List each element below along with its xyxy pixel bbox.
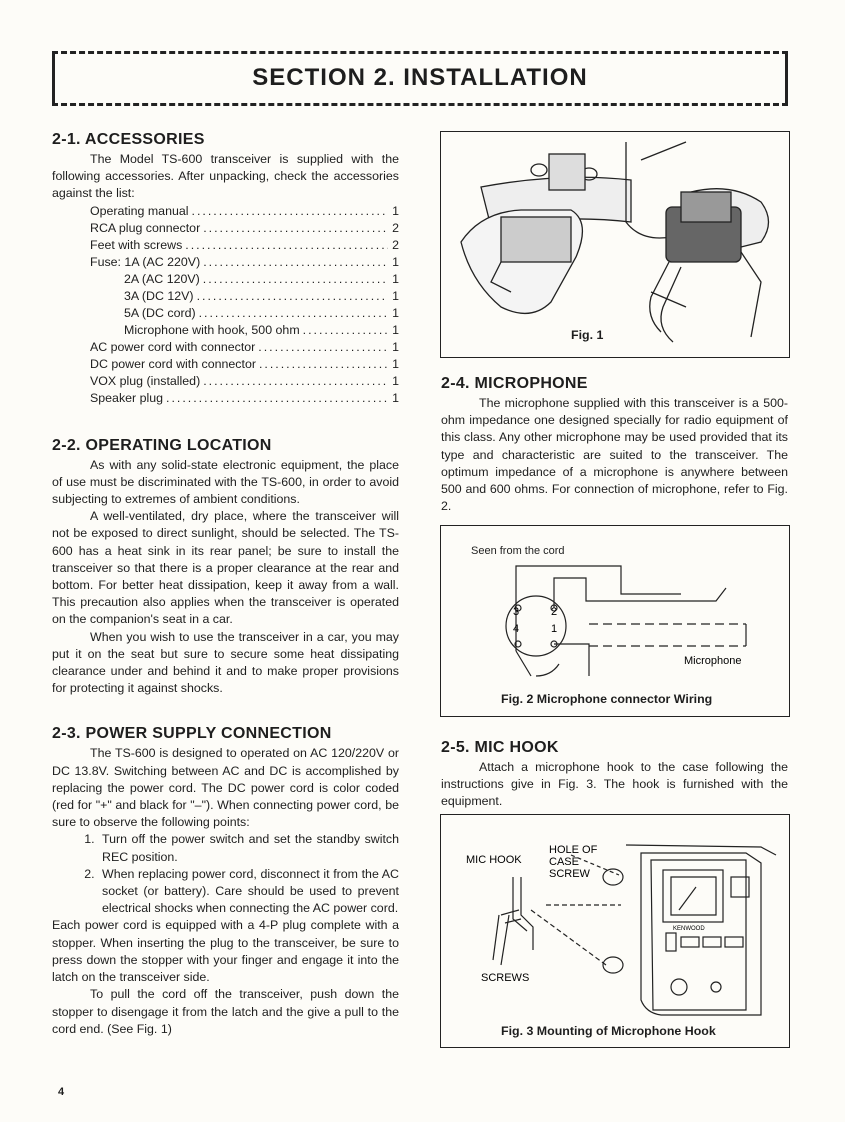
accessory-item: [52, 271, 399, 288]
accessory-qty: 1: [392, 373, 399, 388]
accessory-item: [52, 220, 399, 237]
accessory-qty: 1: [392, 254, 399, 269]
accessory-qty: 1: [392, 390, 399, 405]
accessory-label: Feet with screws: [90, 237, 183, 252]
operating-location-heading: 2-2. OPERATING LOCATION: [52, 436, 272, 454]
leader-dots: [203, 254, 388, 271]
accessory-item: [52, 305, 399, 322]
leader-dots: [259, 356, 388, 373]
accessory-item: [52, 254, 399, 271]
mic-wiring-diagram: [441, 526, 789, 716]
accessory-item: [52, 288, 399, 305]
accessory-label: Microphone with hook, 500 ohm: [124, 322, 300, 337]
accessory-label: VOX plug (installed): [90, 373, 201, 388]
power-step-2: 2. When replacing power cord, disconnect it from the AC socket (or battery). Care should be used to prevent electrical shocks when connecting the AC power cord.: [98, 866, 399, 918]
figure-3-caption: Fig. 3 Mounting of Microphone Hook: [501, 1024, 716, 1038]
power-step-1: 1. Turn off the power switch and set the standby switch REC position.: [98, 831, 399, 865]
section-accessories: [52, 131, 399, 407]
accessory-qty: 1: [392, 271, 399, 286]
seen-from-cord-label: Seen from the cord: [471, 545, 565, 557]
accessory-label: Operating manual: [90, 203, 189, 218]
leader-dots: [303, 322, 388, 339]
brand-label: KENWOOD: [673, 926, 705, 932]
hole-label-1: HOLE OF: [549, 844, 598, 856]
pin-3-label: 3: [513, 606, 520, 618]
leader-dots: [199, 305, 388, 322]
accessory-item: [52, 373, 399, 390]
accessory-label: RCA plug connector: [90, 220, 201, 235]
pin-1-label: 1: [551, 623, 558, 635]
section-mic-hook: [441, 739, 788, 811]
accessories-list: [52, 203, 399, 407]
power-supply-steps: [52, 831, 399, 917]
accessory-label: 5A (DC cord): [124, 305, 196, 320]
pin-4-label: 4: [513, 623, 520, 635]
accessory-qty: 1: [392, 356, 399, 371]
operating-location-p1: As with any solid-state electronic equipment, the place of use must be discriminated with the TS-600, in order to avoid subjecting to extremes of ambient conditions.: [52, 457, 399, 507]
mic-hook-heading: 2-5. MIC HOOK: [441, 739, 559, 756]
power-supply-heading: 2-3. POWER SUPPLY CONNECTION: [52, 725, 332, 743]
accessory-qty: 1: [392, 203, 399, 218]
figure-1: [440, 131, 790, 358]
leader-dots: [203, 220, 388, 237]
section-microphone: [441, 375, 788, 515]
hole-label-2: CASE: [549, 856, 579, 868]
leader-dots: [185, 237, 388, 254]
section-title: SECTION 2. INSTALLATION: [252, 64, 588, 91]
power-supply-p1: The TS-600 is designed to operated on AC 120/220V or DC 13.8V. Switching between AC and DC is accomplished by replacing the power cord. The DC power cord is color coded (red for "+" and black for "–"). When connecting power cord, be sure to observe the following points:: [52, 746, 399, 830]
page-number: 4: [58, 1086, 65, 1098]
section-operating-location: [52, 437, 399, 698]
microphone-label: Microphone: [684, 655, 742, 667]
leader-dots: [166, 390, 388, 407]
section-power-supply: [52, 725, 399, 1037]
figure-2: [440, 525, 790, 717]
power-plug-illustration: [441, 132, 789, 357]
power-supply-p3: To pull the cord off the transceiver, push down the stopper to disengage it from the latch and the give a pull to the cord end. (See Fig. 1): [52, 987, 399, 1036]
microphone-heading: 2-4. MICROPHONE: [441, 375, 588, 392]
microphone-p1: The microphone supplied with this transceiver is a 500-ohm impedance one designed specially for radio equipment of this class. Any other microphone may be used provided that its type and characteristic are suited to the transceiver. The optimum impedance of a microphone is anywhere between 500 and 600 ohms. For connection of microphone, refer to Fig. 2.: [441, 396, 788, 514]
accessory-label: Fuse: 1A (AC 220V): [90, 254, 201, 269]
accessory-label: DC power cord with connector: [90, 356, 256, 371]
accessory-qty: 2: [392, 220, 399, 235]
figure-3: [440, 814, 790, 1048]
accessory-item: [52, 203, 399, 220]
accessory-label: Speaker plug: [90, 390, 164, 405]
leader-dots: [197, 288, 388, 305]
figure-1-caption: Fig. 1: [571, 328, 604, 342]
leader-dots: [203, 373, 388, 390]
accessory-qty: 2: [392, 237, 399, 252]
operating-location-p3: When you wish to use the transceiver in a car, you may put it on the seat but sure to secure some heat dissipating clearance under and behind it and to make proper provisions for protecting it against shocks.: [52, 629, 399, 696]
accessory-item: [52, 322, 399, 339]
accessory-item: [52, 390, 399, 407]
pin-2-label: 2: [551, 606, 558, 618]
accessory-item: [52, 339, 399, 356]
accessories-intro: The Model TS-600 transceiver is supplied with the following accessories. After unpacking, check the accessories against the list:: [52, 152, 399, 201]
mic-hook-mounting-illustration: [441, 815, 789, 1047]
accessory-qty: 1: [392, 288, 399, 303]
accessory-item: [52, 356, 399, 373]
left-column: [52, 131, 399, 1038]
accessory-qty: 1: [392, 305, 399, 320]
leader-dots: [203, 271, 388, 288]
accessories-heading: 2-1. ACCESSORIES: [52, 131, 205, 148]
accessory-qty: 1: [392, 339, 399, 354]
power-supply-p2: Each power cord is equipped with a 4-P plug complete with a stopper. When inserting the plug to the transceiver, be sure to press down the stopper with your finger and engage it into the latch on the transceiver side.: [52, 918, 399, 985]
figure-2-caption: Fig. 2 Microphone connector Wiring: [501, 692, 713, 706]
accessory-label: 3A (DC 12V): [124, 288, 194, 303]
leader-dots: [258, 339, 388, 356]
accessory-qty: 1: [392, 322, 399, 337]
leader-dots: [192, 203, 389, 220]
mic-hook-label: MIC HOOK: [466, 854, 522, 866]
hole-label-3: SCREW: [549, 868, 590, 880]
mic-hook-p1: Attach a microphone hook to the case following the instructions give in Fig. 3. The hook is furnished with the equipment.: [441, 760, 788, 809]
section-banner: [52, 51, 788, 106]
operating-location-p2: A well-ventilated, dry place, where the transceiver will not be exposed to direct sunlight, should be selected. The TS-600 has a heat sink in its rear panel; be sure to install the transceiver so that there is a proper clearance at the rear and bottom. For better heat dissipation, keep it away from a wall. This precaution also applies when the transceiver is operated on the companion's seat in a car.: [52, 509, 399, 627]
accessory-label: 2A (AC 120V): [124, 271, 200, 286]
accessory-item: [52, 237, 399, 254]
screws-label: SCREWS: [481, 972, 530, 984]
accessory-label: AC power cord with connector: [90, 339, 256, 354]
